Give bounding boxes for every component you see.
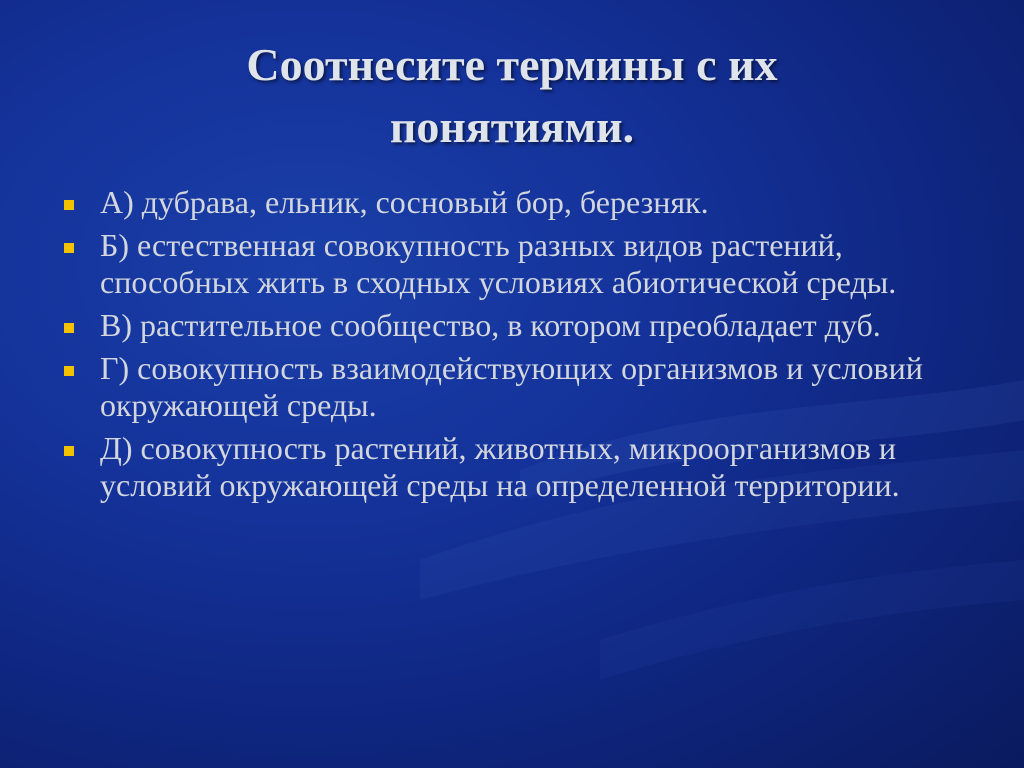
bullet-text-v: В) растительное сообщество, в котором преобладает дуб. [100, 307, 881, 343]
title-line-2: понятиями. [389, 101, 635, 152]
slide-title [0, 34, 1024, 158]
bullet-list [62, 184, 962, 510]
title-line-1: Соотнесите термины с их [246, 39, 778, 90]
square-bullet-icon [64, 243, 74, 253]
bullet-item-d [62, 430, 962, 504]
bullet-text-a: А) дубрава, ельник, сосновый бор, березняк. [100, 184, 709, 220]
square-bullet-icon [64, 446, 74, 456]
bullet-text-d: Д) совокупность растений, животных, микроорганизмов и условий окружающей среды на определенной территории. [100, 430, 900, 503]
bullet-text-b: Б) естественная совокупность разных видов растений, способных жить в сходных условиях абиотической среды. [100, 227, 897, 300]
bullet-text-g: Г) совокупность взаимодействующих организмов и условий окружающей среды. [100, 350, 923, 423]
bullet-item-b [62, 227, 962, 301]
square-bullet-icon [64, 200, 74, 210]
bullet-item-v [62, 307, 962, 344]
square-bullet-icon [64, 323, 74, 333]
bullet-item-a [62, 184, 962, 221]
bullet-item-g [62, 350, 962, 424]
square-bullet-icon [64, 366, 74, 376]
